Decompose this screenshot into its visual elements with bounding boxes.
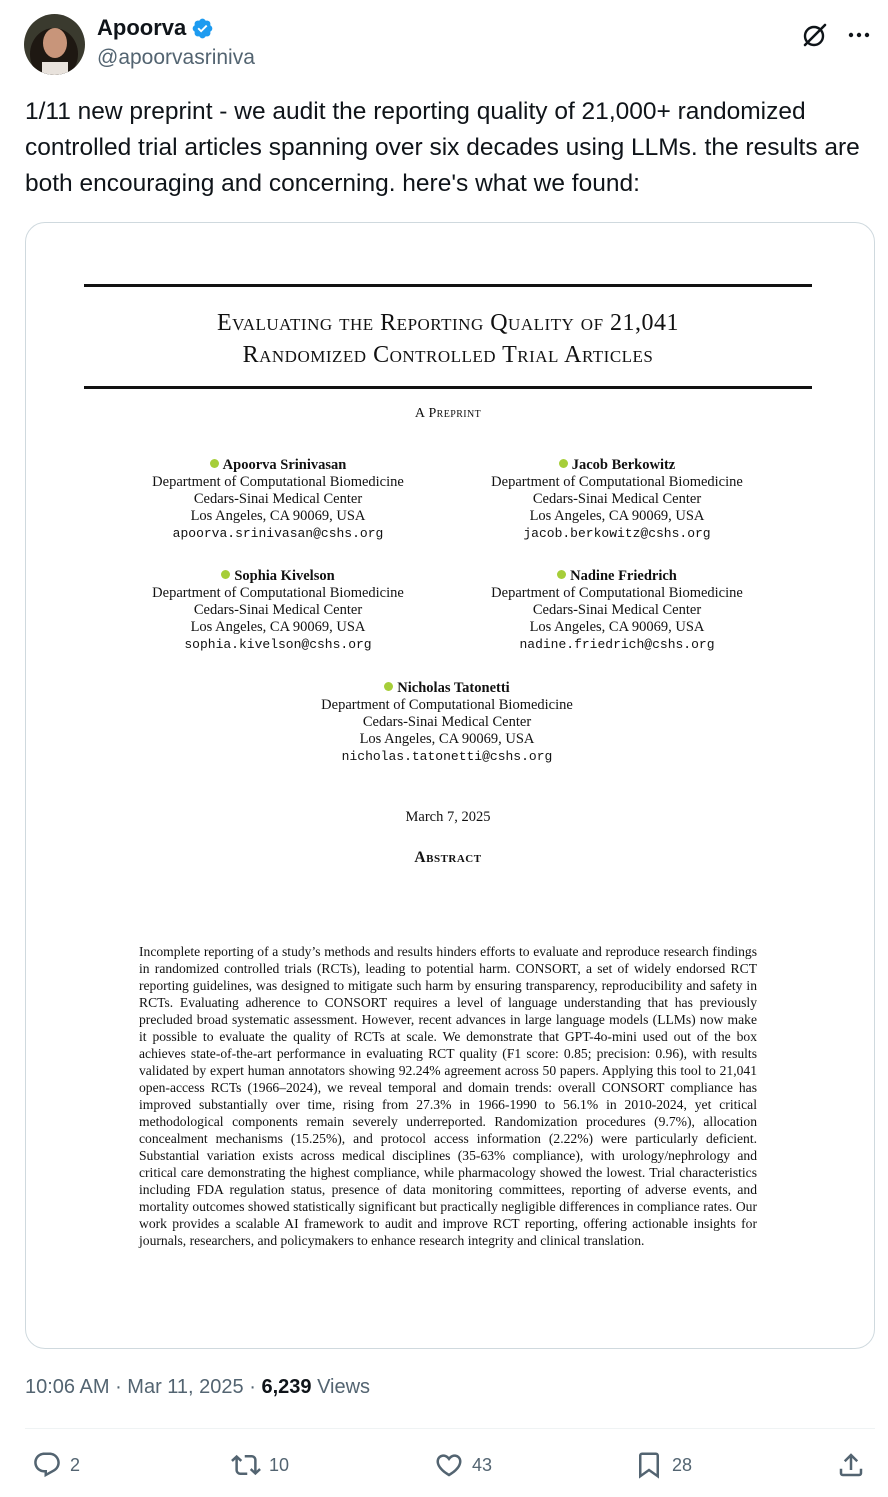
author-dept: Department of Computational Biomedicine [152, 474, 404, 490]
repost-button[interactable] [231, 1447, 289, 1483]
author-block [128, 568, 428, 653]
author-dept: Department of Computational Biomedicine [152, 585, 404, 601]
author-center: Cedars-Sinai Medical Center [362, 714, 532, 730]
author-block [467, 568, 767, 653]
divider [25, 1428, 875, 1429]
orcid-icon [384, 682, 393, 691]
author-dept: Department of Computational Biomedicine [491, 585, 743, 601]
like-count: 43 [472, 1454, 493, 1475]
author-email: nicholas.tatonetti@cshs.org [341, 749, 553, 764]
tweet-date[interactable]: Mar 11, 2025 [127, 1376, 244, 1398]
author-center: Cedars-Sinai Medical Center [193, 602, 363, 618]
author-dept: Department of Computational Biomedicine [321, 697, 573, 713]
author-email: jacob.berkowitz@cshs.org [523, 526, 711, 541]
views-count: 6,239 [261, 1376, 312, 1398]
share-button[interactable] [836, 1447, 866, 1483]
preprint-label: A Preprint [414, 406, 482, 421]
author-handle[interactable]: @apoorvasriniva [97, 46, 255, 69]
title-rule-top [84, 284, 812, 287]
author-block [467, 457, 767, 542]
title-rule-bottom [84, 386, 812, 389]
bookmark-icon [634, 1450, 664, 1480]
meta-separator: · [109, 1376, 128, 1398]
author-center: Cedars-Sinai Medical Center [532, 491, 702, 507]
avatar[interactable] [24, 14, 85, 75]
orcid-icon [557, 570, 566, 579]
paper-page [26, 223, 875, 1349]
bookmark-count: 28 [672, 1454, 693, 1475]
author-email: apoorva.srinivasan@cshs.org [172, 526, 384, 541]
grok-icon[interactable] [799, 20, 829, 50]
orcid-icon [559, 459, 568, 468]
bookmark-button[interactable] [634, 1447, 692, 1483]
paper-date: March 7, 2025 [405, 809, 491, 825]
author-block-name: Jacob Berkowitz [571, 457, 676, 473]
repost-count: 10 [269, 1454, 290, 1475]
views-label: Views [311, 1376, 371, 1398]
author-email: sophia.kivelson@cshs.org [184, 637, 372, 652]
abstract-text: Incomplete reporting of a study’s methods and results hinders efforts to evaluate and reproduce research findings in randomized controlled trials (RCTs), leading to potential harm. CONSORT, a set of widely endorsed RCT reporting guidelines, was designed to mitigate such harm by ensuring transparency, reproducibility and safety in RCTs. Evaluating adherence to CONSORT requires a level of language understanding that has previously precluded broad systematic assessment. However, recent advances in large language models (LLMs) now make it possible to evaluate the quality of RCTs at scale. We demonstrate that GPT-4o-mini used out of the box achieves state-of-the-art performance in evaluating RCT quality (F1 score: 0.85; precision: 0.96), with results validated by expert human annotators showing 92.24% agreement across 50 papers. Applying this tool to 21,041 open-access RCTs (1966–2024), we reveal temporal and domain trends: overall CONSORT compliance has improved substantially over time, rising from 27.3% in 1966-1990 to 56.1% in 2010-2024, yet critical methodological components remain severely underreported. Randomization procedures (9.7%), allocation concealment mechanisms (15.25%), and protocol access information (2.22%) were particularly deficient. Substantial variation exists across medical disciplines (35-63% compliance), with urology/nephrology and critical care demonstrating the highest compliance, while pharmacology showed the lowest. Trial characteristics including FDA regulation status, presence of data monitoring committees, reporting of adverse events, and mortality outcomes showed statistically significant but practically negligible differences in compliance rates. Our work provides a scalable AI framework to audit and improve RCT reporting, offering actionable insights for journals, researchers, and policymakers to enhance research integrity and clinical translation. [139, 944, 757, 1248]
author-center: Cedars-Sinai Medical Center [193, 491, 363, 507]
author-dept: Department of Computational Biomedicine [491, 474, 743, 490]
more-icon[interactable] [846, 22, 872, 48]
verified-badge-icon [191, 17, 214, 40]
author-city: Los Angeles, CA 90069, USA [529, 619, 705, 635]
author-city: Los Angeles, CA 90069, USA [190, 619, 366, 635]
author-city: Los Angeles, CA 90069, USA [190, 508, 366, 524]
meta-separator: · [243, 1376, 262, 1398]
repost-icon [231, 1450, 261, 1480]
tweet-text: 1/11 new preprint - we audit the reporting quality of 21,000+ randomized controlled trial articles spanning over six decades using LLMs. the results are both encouraging and concerning. here's what we found: [25, 98, 860, 197]
abstract-heading: Abstract [414, 849, 482, 866]
like-button[interactable] [434, 1447, 492, 1483]
reply-button[interactable] [32, 1447, 80, 1483]
orcid-icon [210, 459, 219, 468]
paper-title-line1: Evaluating the Reporting Quality of 21,041 [216, 310, 680, 336]
share-icon [836, 1450, 866, 1480]
author-email: nadine.friedrich@cshs.org [519, 637, 715, 652]
author-block-name: Apoorva Srinivasan [222, 457, 347, 473]
tweet-image[interactable] [25, 222, 875, 1349]
author-city: Los Angeles, CA 90069, USA [529, 508, 705, 524]
author-block-name: Nadine Friedrich [570, 568, 677, 584]
tweet-meta [25, 1376, 370, 1399]
paper-title [84, 307, 812, 371]
author-block [128, 457, 428, 542]
author-block [297, 680, 597, 765]
author-center: Cedars-Sinai Medical Center [532, 602, 702, 618]
author-block-name: Nicholas Tatonetti [397, 680, 510, 696]
tweet-time[interactable]: 10:06 AM [25, 1376, 110, 1398]
like-icon [434, 1450, 464, 1480]
reply-count: 2 [70, 1454, 81, 1475]
orcid-icon [221, 570, 230, 579]
author-block-name: Sophia Kivelson [234, 568, 335, 584]
author-city: Los Angeles, CA 90069, USA [359, 731, 535, 747]
paper-title-line2: Randomized Controlled Trial Articles [242, 342, 654, 368]
reply-icon [32, 1450, 62, 1480]
author-name[interactable]: Apoorva [97, 15, 187, 40]
